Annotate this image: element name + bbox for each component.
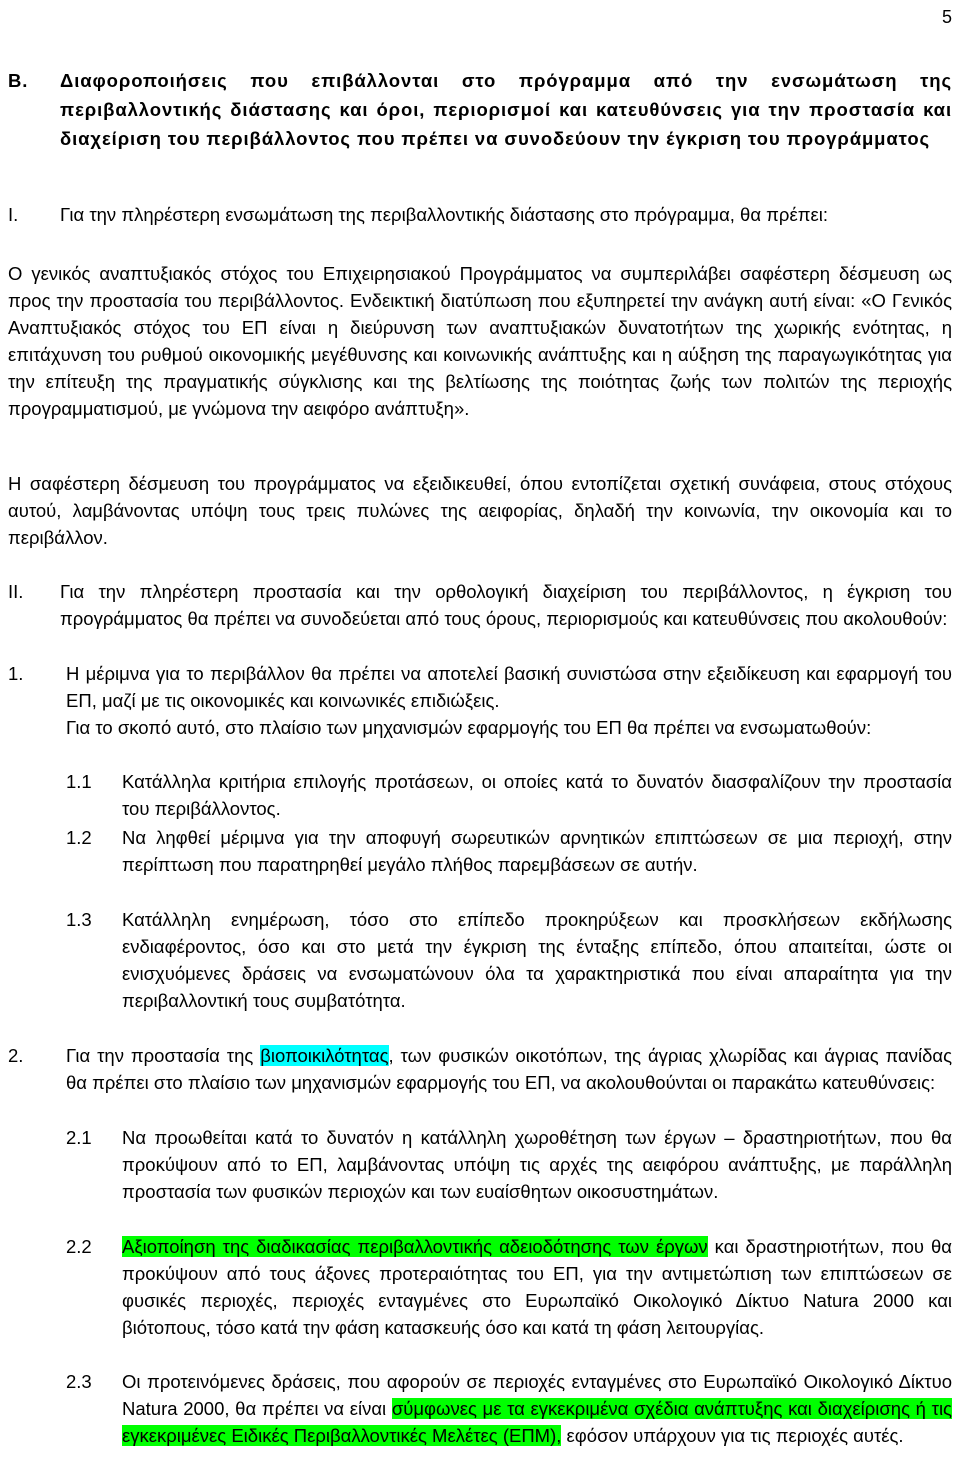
section-heading: [8, 66, 952, 153]
subitem-2-3-highlight: σύμφωνες με τα εγκεκριμένα σχέδια ανάπτυξης και διαχείρισης ή τις εγκεκριμένες Ειδικές Περιβαλλοντικές Μελέτες (ΕΠΜ),: [122, 1398, 952, 1446]
item-2: [8, 1042, 952, 1096]
subitem-2-3-text: [122, 1368, 952, 1449]
subitem-1-2-text: Να ληφθεί μέριμνα για την αποφυγή σωρευτικών αρνητικών επιπτώσεων σε μια περιοχή, στην περίπτωση που παρατηρηθεί μεγάλο πλήθος παρεμβάσεων σε αυτήν.: [122, 827, 952, 875]
section-1-paragraph-2: Η σαφέστερη δέσμευση του προγράμματος να εξειδικευθεί, όπου εντοπίζεται σχετική συνάφεια, στους στόχους αυτού, λαμβάνοντας υπόψη τους τρεις πυλώνες της αειφορίας, δηλαδή την κοινωνία, την οικονομία και το περιβάλλον.: [8, 473, 952, 548]
heading-text: Διαφοροποιήσεις που επιβάλλονται στο πρόγραμμα από την ενσωμάτωση της περιβαλλοντικής διάστασης και όροι, περιορισμοί και κατευθύνσεις για την προστασία και διαχείριση του περιβάλλοντος που πρέπει να συνοδεύουν την έγκριση του προγράμματος: [60, 70, 952, 149]
item-1-number: 1.: [8, 663, 24, 684]
section-1-number: I.: [8, 204, 19, 225]
subitem-2-2-number: 2.2: [66, 1236, 92, 1257]
subitem-2-3-number: 2.3: [66, 1371, 92, 1392]
subitem-1-1: [8, 768, 952, 822]
section-1-intro: Για την πληρέστερη ενσωμάτωση της περιβαλλοντικής διάστασης στο πρόγραμμα, θα πρέπει:: [60, 204, 828, 225]
item-2-highlight: βιοποικιλότητας: [260, 1045, 389, 1066]
subitem-2-2-text: [122, 1233, 952, 1341]
item-2-row: [8, 1042, 952, 1096]
item-1: [8, 660, 952, 741]
subitem-2-3: [8, 1368, 952, 1449]
subitem-2-1: [8, 1124, 952, 1205]
page-number: 5: [941, 7, 952, 27]
subitem-2-3-text-post: εφόσον υπάρχουν για τις περιοχές αυτές.: [561, 1425, 904, 1446]
section-1: [8, 201, 952, 228]
subitem-1-2-number: 1.2: [66, 827, 92, 848]
subitem-2-2-text-post: και δραστηριοτήτων, που θα προκύψουν από τους άξονες προτεραιότητας του ΕΠ, για την αντιμετώπιση των επιπτώσεων σε φυσικές περιοχές, περιοχές ενταγμένες στο Ευρωπαϊκό Οικολογικό Δίκτυο Natura 2000 και βιότοπους, τόσο κατά την φάση κατασκευής όσο και κατά τη φάση λειτουργίας.: [122, 1236, 952, 1338]
subitem-1-1-number: 1.1: [66, 771, 92, 792]
subitem-2-2-highlight: Αξιοποίηση της διαδικασίας περιβαλλοντικής αδειοδότησης των έργων: [122, 1236, 708, 1257]
subitem-2-2: [8, 1233, 952, 1341]
item-2-text-post: , των φυσικών οικοτόπων, της άγριας χλωρίδας και άγριας πανίδας θα πρέπει στο πλαίσιο των μηχανισμών εφαρμογής του ΕΠ, να ακολουθούνται οι παρακάτω κατευθύνσεις:: [66, 1045, 952, 1093]
section-1-intro-row: [8, 201, 952, 228]
section-1-paragraph-1: Ο γενικός αναπτυξιακός στόχος του Επιχειρησιακού Προγράμματος να συμπεριλάβει σαφέστερη δέσμευση ως προς την προστασία του περιβάλλοντος. Ενδεικτική διατύπωση που εξυπηρετεί την ανάγκη αυτή είναι: «Ο Γενικός Αναπτυξιακός στόχος του ΕΠ είναι η διεύρυνση των αναπτυξιακών δυνατοτήτων της χωρικής ενότητας, η επιτάχυνση του ρυθμού οικονομικής μεγέθυνσης και κοινωνικής ανάπτυξης και η αύξηση της παραγωγικότητας για την επίτευξη της πραγματικής σύγκλισης και της βελτίωσης της ποιότητας ζωής των πολιτών της περιοχής προγραμματισμού, με γνώμονα την αειφόρο ανάπτυξη».: [8, 263, 952, 419]
subitem-2-3-row: [66, 1368, 952, 1449]
item-2-text-pre: Για την προστασία της: [66, 1045, 261, 1066]
item-1-text-b: Για το σκοπό αυτό, στο πλαίσιο των μηχανισμών εφαρμογής του ΕΠ θα πρέπει να ενσωματωθούν:: [66, 717, 872, 738]
section-2: [8, 578, 952, 632]
item-1-text-a: Η μέριμνα για το περιβάλλον θα πρέπει να αποτελεί βασική συνιστώσα στην εξειδίκευση και εφαρμογή του ΕΠ, μαζί με τις οικονομικές και κοινωνικές επιδιώξεις.: [66, 663, 952, 711]
section-1-body-2: [8, 470, 952, 551]
subitem-2-2-row: [66, 1233, 952, 1341]
subitem-1-1-row: [66, 768, 952, 822]
subitem-2-1-number: 2.1: [66, 1127, 92, 1148]
item-2-text: [66, 1042, 952, 1096]
subitem-1-2-row: [66, 824, 952, 878]
section-2-intro-row: [8, 578, 952, 632]
subitem-2-1-row: [66, 1124, 952, 1205]
subitem-1-3-row: [66, 906, 952, 1014]
section-2-intro: Για την πληρέστερη προστασία και την ορθολογική διαχείριση του περιβάλλοντος, η έγκριση του προγράμματος θα πρέπει να συνοδεύεται από τους όρους, περιορισμούς και κατευθύνσεις που ακολουθούν:: [60, 581, 952, 629]
item-1-row: [8, 660, 952, 741]
subitem-2-1-text: Να προωθείται κατά το δυνατόν η κατάλληλη χωροθέτηση των έργων – δραστηριοτήτων, που θα προκύψουν από το ΕΠ, λαμβάνοντας υπόψη τις αρχές της αειφόρου ανάπτυξης, με παράλληλη προστασία των φυσικών περιοχών και των ευαίσθητων οικοσυστημάτων.: [122, 1127, 952, 1202]
subitem-2-3-text-pre: Οι προτεινόμενες δράσεις, που αφορούν σε περιοχές ενταγμένες στο Ευρωπαϊκό Οικολογικό Δίκτυο Natura 2000, θα πρέπει να είναι: [122, 1371, 952, 1419]
section-2-number: II.: [8, 581, 24, 602]
subitem-1-3-text: Κατάλληλη ενημέρωση, τόσο στο επίπεδο προκηρύξεων και προσκλήσεων εκδήλωσης ενδιαφέροντος, όσο και στο μετά την έγκριση της ένταξης επίπεδο, όπου απαιτείται, ώστε οι ενισχυόμενες δράσεις να ενσωματώνουν όλα τα χαρακτηριστικά που είναι απαραίτητα για την περιβαλλοντική τους συμβατότητα.: [122, 909, 952, 1011]
subitem-1-3: [8, 906, 952, 1014]
subitem-1-1-text: Κατάλληλα κριτήρια επιλογής προτάσεων, οι οποίες κατά το δυνατόν διασφαλίζουν την προστασία του περιβάλλοντος.: [122, 771, 952, 819]
heading-label: Β.: [8, 70, 29, 91]
section-1-body: [8, 260, 952, 422]
subitem-1-2: [8, 824, 952, 878]
subitem-1-3-number: 1.3: [66, 909, 92, 930]
item-2-number: 2.: [8, 1045, 24, 1066]
item-1-text: [66, 660, 952, 741]
